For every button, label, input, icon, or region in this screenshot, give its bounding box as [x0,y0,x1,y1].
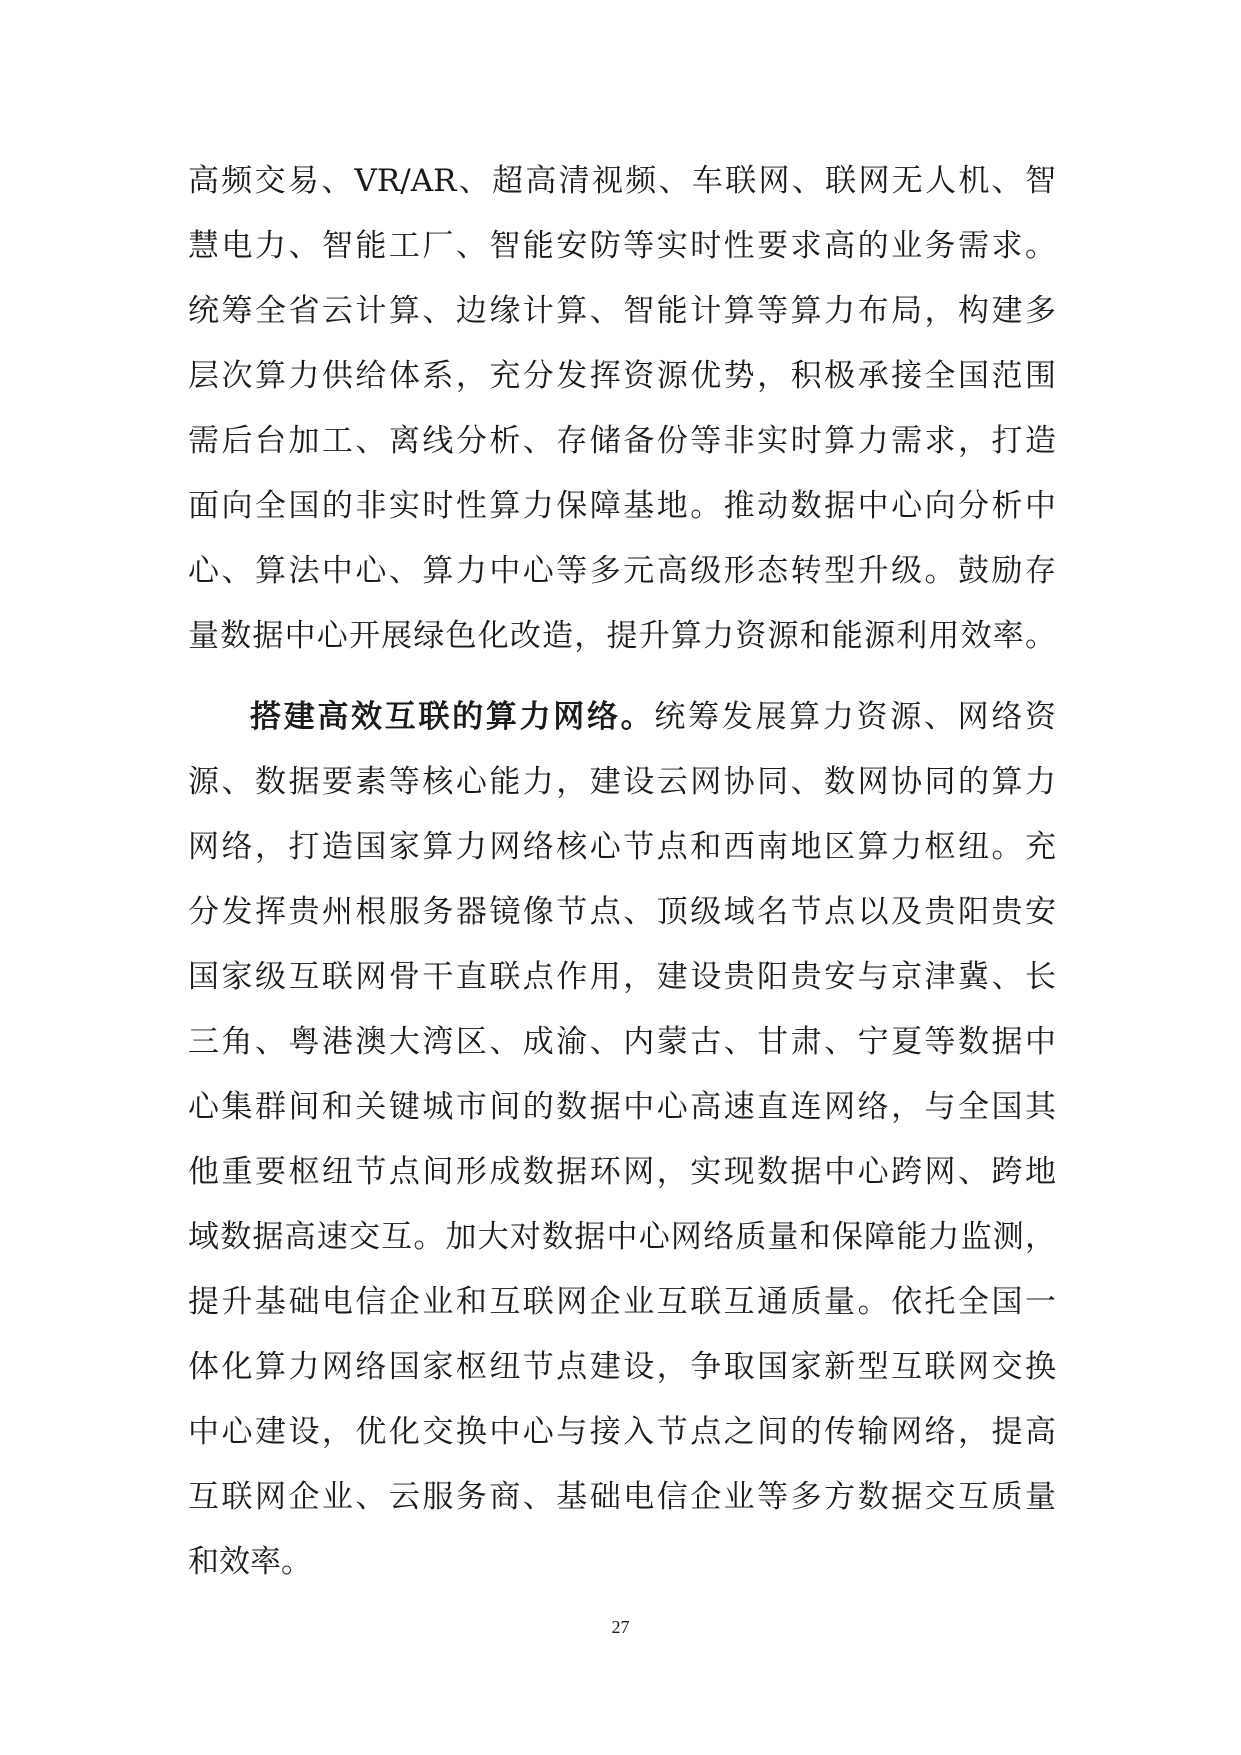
text-line: 网络，打造国家算力网络核心节点和西南地区算力枢纽。充 [188,829,1056,865]
text-line: 面向全国的非实时性算力保障基地。推动数据中心向分析中 [188,488,1056,524]
text-line: 中心建设，优化交换中心与接入节点之间的传输网络，提高 [188,1414,1056,1450]
text-line: 需后台加工、离线分析、存储备份等非实时算力需求，打造 [188,423,1056,459]
text-line: 分发挥贵州根服务器镜像节点、顶级域名节点以及贵阳贵安 [188,894,1056,930]
text-line: 统筹全省云计算、边缘计算、智能计算等算力布局，构建多 [188,293,1056,329]
paragraph-first-line [188,685,1056,750]
paragraph-heading: 搭建高效互联的算力网络。 [250,699,655,735]
text-line: 源、数据要素等核心能力，建设云网协同、数网协同的算力 [188,764,1056,800]
text-line: 心集群间和关键城市间的数据中心高速直连网络，与全国其 [188,1089,1056,1125]
text-line: 域数据高速交互。加大对数据中心网络质量和保障能力监测， [188,1219,1056,1255]
text-line: 体化算力网络国家枢纽节点建设，争取国家新型互联网交换 [188,1349,1056,1385]
text-line: 和效率。 [188,1544,312,1580]
text-line: 他重要枢纽节点间形成数据环网，实现数据中心跨网、跨地 [188,1154,1056,1190]
page-number: 27 [611,1617,630,1637]
text-line: 量数据中心开展绿色化改造，提升算力资源和能源利用效率。 [188,618,1056,654]
text-line: 高频交易、VR/AR、超高清视频、车联网、联网无人机、智 [188,163,1056,199]
text-span: 统筹发展算力资源、网络资 [654,699,1056,735]
text-line: 慧电力、智能工厂、智能安防等实时性要求高的业务需求。 [188,228,1056,264]
text-line: 互联网企业、云服务商、基础电信企业等多方数据交互质量 [188,1479,1056,1515]
paragraph-computing-network [188,685,1056,1595]
text-line: 层次算力供给体系，充分发挥资源优势，积极承接全国范围 [188,358,1056,394]
text-line: 提升基础电信企业和互联网企业互联互通质量。依托全国一 [188,1284,1056,1320]
paragraph-computing-layout [188,149,1056,669]
text-line: 心、算法中心、算力中心等多元高级形态转型升级。鼓励存 [188,553,1056,589]
text-line: 国家级互联网骨干直联点作用，建设贵阳贵安与京津冀、长 [188,959,1056,995]
text-line: 三角、粤港澳大湾区、成渝、内蒙古、甘肃、宁夏等数据中 [188,1024,1056,1060]
